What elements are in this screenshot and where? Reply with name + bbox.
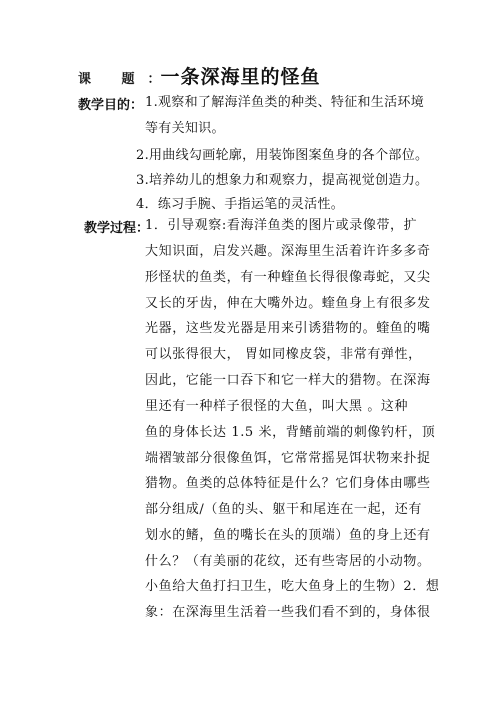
goal-line: 1.观察和了解海洋鱼类的种类、特征和生活环境: [145, 95, 425, 110]
goals-label: 教学目的：: [78, 98, 144, 113]
process-line: 又长的牙齿，伸在大嘴外边。蝰鱼身上有很多发: [145, 296, 431, 311]
goal-line: 3.培养幼儿的想象力和观察力，提高视觉创造力。: [136, 173, 429, 188]
lesson-title-row: [78, 62, 321, 88]
process-line: 小鱼给大鱼打扫卫生，吃大鱼身上的生物）2．想: [145, 579, 440, 594]
process-line: 因此，它能一口吞下和它一样大的猎物。在深海: [145, 373, 431, 388]
title-label: 课 题: [78, 72, 148, 87]
process-line: 里还有一种样子很怪的大鱼，叫大黑 。这种: [145, 399, 409, 414]
title-colon: ：: [147, 72, 161, 87]
process-line: 象：在深海里生活着一些我们看不到的，身体很: [145, 605, 431, 620]
goal-line: 4．练习手腕、手指运笔的灵活性。: [136, 197, 345, 212]
process-line: 猎物。鱼类的总体特征是什么？它们身体由哪些: [145, 476, 431, 491]
goal-line: 等有关知识。: [145, 121, 225, 136]
process-line: 端褶皱部分很像鱼饵，它常常摇晃饵状物来扑捉: [145, 451, 431, 466]
lesson-title: 一条深海里的怪鱼: [160, 66, 321, 88]
process-line: 划水的鳍，鱼的嘴长在头的顶端）鱼的身上还有: [145, 528, 431, 543]
process-line: 部分组成/（鱼的头、躯干和尾连在一起，还有: [145, 502, 422, 517]
goal-line: 2.用曲线勾画轮廓，用装饰图案鱼身的各个部位。: [136, 148, 429, 163]
process-line: 光器，这些发光器是用来引诱猎物的。蝰鱼的嘴: [145, 321, 431, 336]
process-line: 什么？（有美丽的花纹，还有些寄居的小动物。: [145, 554, 431, 569]
process-line: 1．引导观察:看海洋鱼类的图片或录像带，扩: [145, 218, 418, 233]
process-line: 鱼的身体长达 1.5 米，背鳍前端的刺像钓杆，顶: [145, 425, 436, 440]
process-line: 形怪状的鱼类，有一种蝰鱼长得很像毒蛇，又尖: [145, 270, 431, 285]
process-label: 教学过程：: [84, 221, 150, 236]
process-line: 可以张得很大， 胃如同橡皮袋，非常有弹性，: [145, 347, 422, 362]
process-line: 大知识面，启发兴趣。深海里生活着许许多多奇: [145, 244, 431, 259]
